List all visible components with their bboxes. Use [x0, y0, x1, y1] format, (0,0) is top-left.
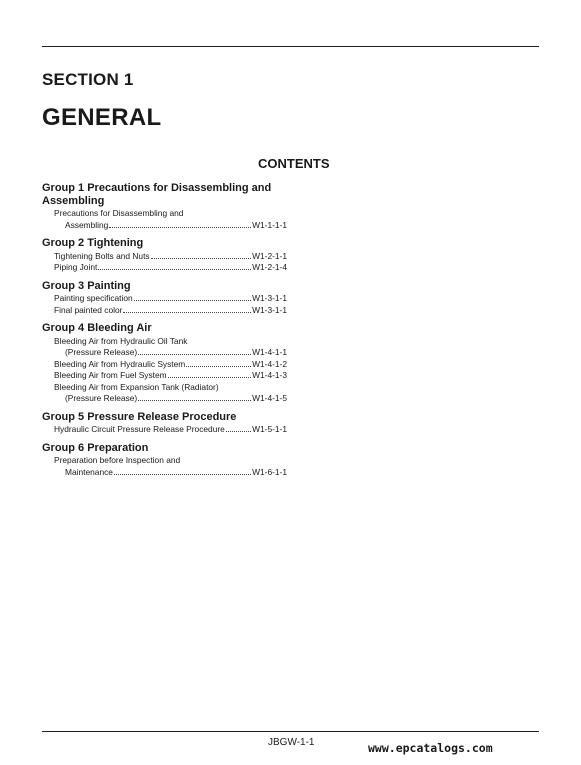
toc-entry[interactable] [42, 305, 287, 317]
group-title [42, 322, 287, 335]
group-title-line: Group 5 Pressure Release Procedure [42, 410, 237, 423]
entry-page-ref: W1-6-1-1 [252, 466, 287, 477]
leader-dots [151, 258, 252, 259]
entry-text: Precautions for Disassembling and [54, 208, 184, 218]
toc-group [42, 411, 287, 436]
entry-text: Tightening Bolts and Nuts [54, 250, 150, 261]
entry-page-ref: W1-2-1-1 [252, 250, 287, 261]
toc-entry[interactable] [42, 455, 287, 478]
section-title: GENERAL [42, 104, 162, 131]
entry-page-ref: W1-4-1-3 [252, 370, 287, 380]
toc-entry[interactable] [42, 336, 287, 359]
group-title [42, 237, 287, 250]
toc-entry[interactable] [42, 251, 287, 263]
toc-entry[interactable] [42, 359, 287, 371]
toc-group [42, 322, 287, 405]
group-title-line: Group 4 Bleeding Air [42, 322, 152, 334]
toc-entry[interactable] [42, 293, 287, 305]
entry-page-ref: W1-2-1-4 [252, 262, 287, 272]
entry-text: Maintenance [65, 466, 113, 477]
section-label: SECTION 1 [42, 70, 134, 89]
bottom-rule [42, 731, 539, 732]
entry-text: (Pressure Release) [65, 393, 138, 403]
group-title-line: Assembling [42, 194, 105, 207]
leader-dots [123, 312, 251, 313]
table-of-contents [42, 182, 287, 484]
leader-dots [226, 431, 251, 432]
top-rule [42, 46, 539, 47]
toc-entry[interactable] [42, 382, 287, 405]
leader-dots [134, 300, 251, 301]
entry-page-ref: W1-3-1-1 [252, 293, 287, 303]
group-title [42, 411, 287, 424]
entry-page-ref: W1-4-1-1 [252, 347, 287, 357]
entry-page-ref: W1-3-1-1 [252, 304, 287, 315]
entry-text: Bleeding Air from Hydraulic System [54, 358, 186, 369]
toc-entry[interactable] [42, 208, 287, 231]
toc-group [42, 182, 287, 231]
toc-group [42, 280, 287, 317]
entry-text: Piping Joint [54, 262, 98, 272]
group-title-line: Group 6 Preparation [42, 441, 149, 454]
watermark: www.epcatalogs.com [368, 741, 493, 755]
entry-page-ref: W1-4-1-2 [252, 358, 287, 369]
entry-text: Final painted color [54, 304, 123, 315]
entry-text: (Pressure Release) [65, 347, 138, 357]
entry-text: Assembling [65, 219, 109, 230]
group-title [42, 442, 287, 455]
leader-dots [114, 474, 251, 475]
toc-group [42, 237, 287, 274]
group-title-line: Group 3 Painting [42, 279, 131, 292]
entry-text: Bleeding Air from Fuel System [54, 370, 167, 380]
toc-entry[interactable] [42, 424, 287, 436]
toc-entry[interactable] [42, 262, 287, 274]
leader-dots [186, 366, 251, 367]
leader-dots [138, 354, 251, 355]
leader-dots [138, 400, 251, 401]
entry-text: Hydraulic Circuit Pressure Release Procedure [54, 424, 225, 434]
entry-page-ref: W1-1-1-1 [252, 219, 287, 230]
toc-group [42, 442, 287, 479]
leader-dots [98, 269, 251, 270]
group-title-line: Group 1 Precautions for Disassembling and [42, 182, 272, 194]
group-title-line: Group 2 Tightening [42, 237, 144, 249]
entry-text: Painting specification [54, 293, 133, 303]
contents-heading: CONTENTS [258, 156, 330, 171]
entry-page-ref: W1-5-1-1 [252, 424, 287, 434]
entry-text: Bleeding Air from Expansion Tank (Radiator) [54, 381, 219, 392]
group-title [42, 280, 287, 293]
toc-entry[interactable] [42, 370, 287, 382]
entry-text: Bleeding Air from Hydraulic Oil Tank [54, 335, 188, 346]
page-number: JBGW-1-1 [268, 737, 315, 748]
group-title [42, 182, 287, 207]
entry-page-ref: W1-4-1-5 [252, 393, 287, 403]
entry-text: Preparation before Inspection and [54, 455, 181, 465]
leader-dots [168, 377, 251, 378]
leader-dots [109, 227, 251, 228]
